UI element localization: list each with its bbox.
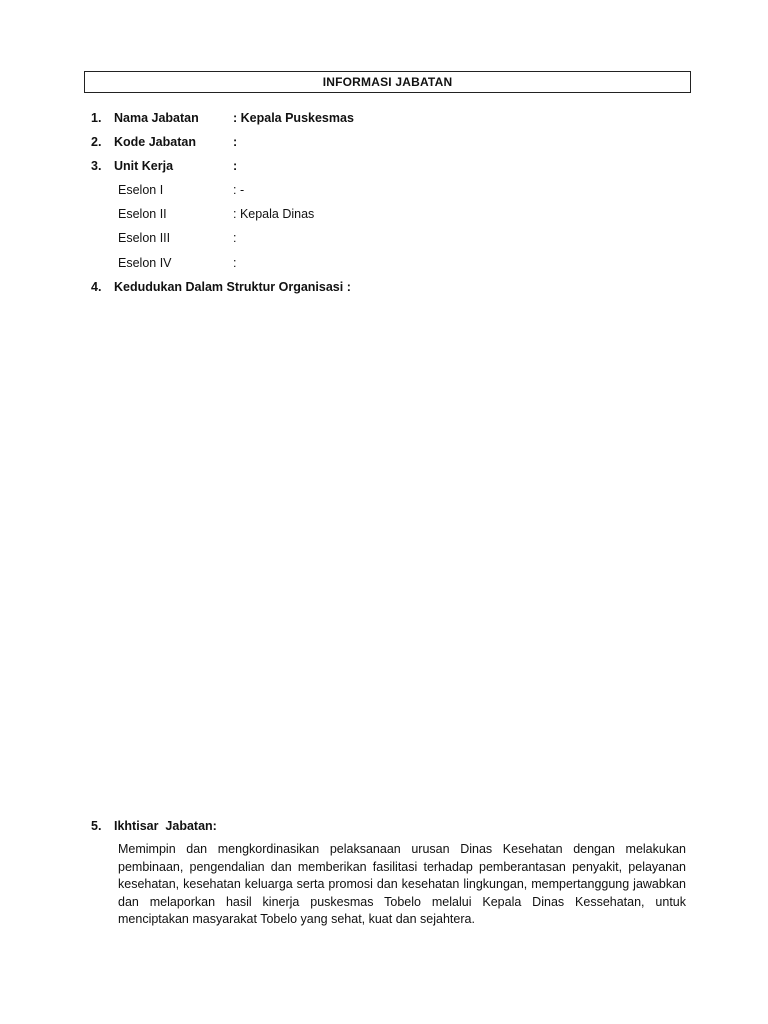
eselon-label: Eselon III bbox=[118, 231, 171, 245]
item-label: Kode Jabatan bbox=[114, 135, 196, 149]
eselon-row-4 bbox=[0, 254, 768, 272]
item-unit-kerja bbox=[0, 157, 768, 175]
item-number: 3. bbox=[91, 159, 102, 173]
eselon-value: : - bbox=[233, 183, 245, 197]
item-label: Nama Jabatan bbox=[114, 111, 199, 125]
ikhtisar-paragraph: Memimpin dan mengkordinasikan pelaksanaan urusan Dinas Kesehatan dengan melakukan pembinaan, pengendalian dan memberikan fasilitasi terhadap pemberantasan penyakit, pelayanan kesehatan, kesehatan keluarga serta promosi dan kesehatan lingkungan, mempertanggung jawabkan dan melaporkan hasil kinerja puskesmas Tobelo melalui Kepala Dinas Kessehatan, untuk menciptakan masyarakat Tobelo yang sehat, kuat dan sejahtera. bbox=[118, 842, 686, 926]
eselon-row-3 bbox=[0, 229, 768, 247]
item-value: : Kepala Puskesmas bbox=[233, 111, 354, 125]
item-number: 1. bbox=[91, 111, 102, 125]
eselon-label: Eselon II bbox=[118, 207, 167, 221]
item-number: 5. bbox=[91, 819, 102, 833]
item-number: 2. bbox=[91, 135, 102, 149]
eselon-value: : bbox=[233, 231, 237, 245]
item-label: Unit Kerja bbox=[114, 159, 174, 173]
eselon-label: Eselon I bbox=[118, 183, 164, 197]
document-title bbox=[84, 71, 691, 93]
eselon-row-1 bbox=[0, 181, 768, 199]
eselon-value: : Kepala Dinas bbox=[233, 207, 315, 221]
eselon-label: Eselon IV bbox=[118, 256, 172, 270]
item-kode-jabatan bbox=[0, 133, 768, 151]
eselon-value: : bbox=[233, 256, 237, 270]
item-ikhtisar bbox=[0, 817, 768, 835]
item-label: Kedudukan Dalam Struktur Organisasi : bbox=[114, 280, 351, 294]
item-nama-jabatan bbox=[0, 109, 768, 127]
item-label: Ikhtisar Jabatan: bbox=[114, 819, 217, 833]
item-number: 4. bbox=[91, 280, 102, 294]
item-value: : bbox=[233, 159, 238, 173]
item-value: : bbox=[233, 135, 238, 149]
eselon-row-2 bbox=[0, 205, 768, 223]
item-kedudukan bbox=[0, 278, 768, 296]
document-title-text: INFORMASI JABATAN bbox=[322, 75, 453, 89]
